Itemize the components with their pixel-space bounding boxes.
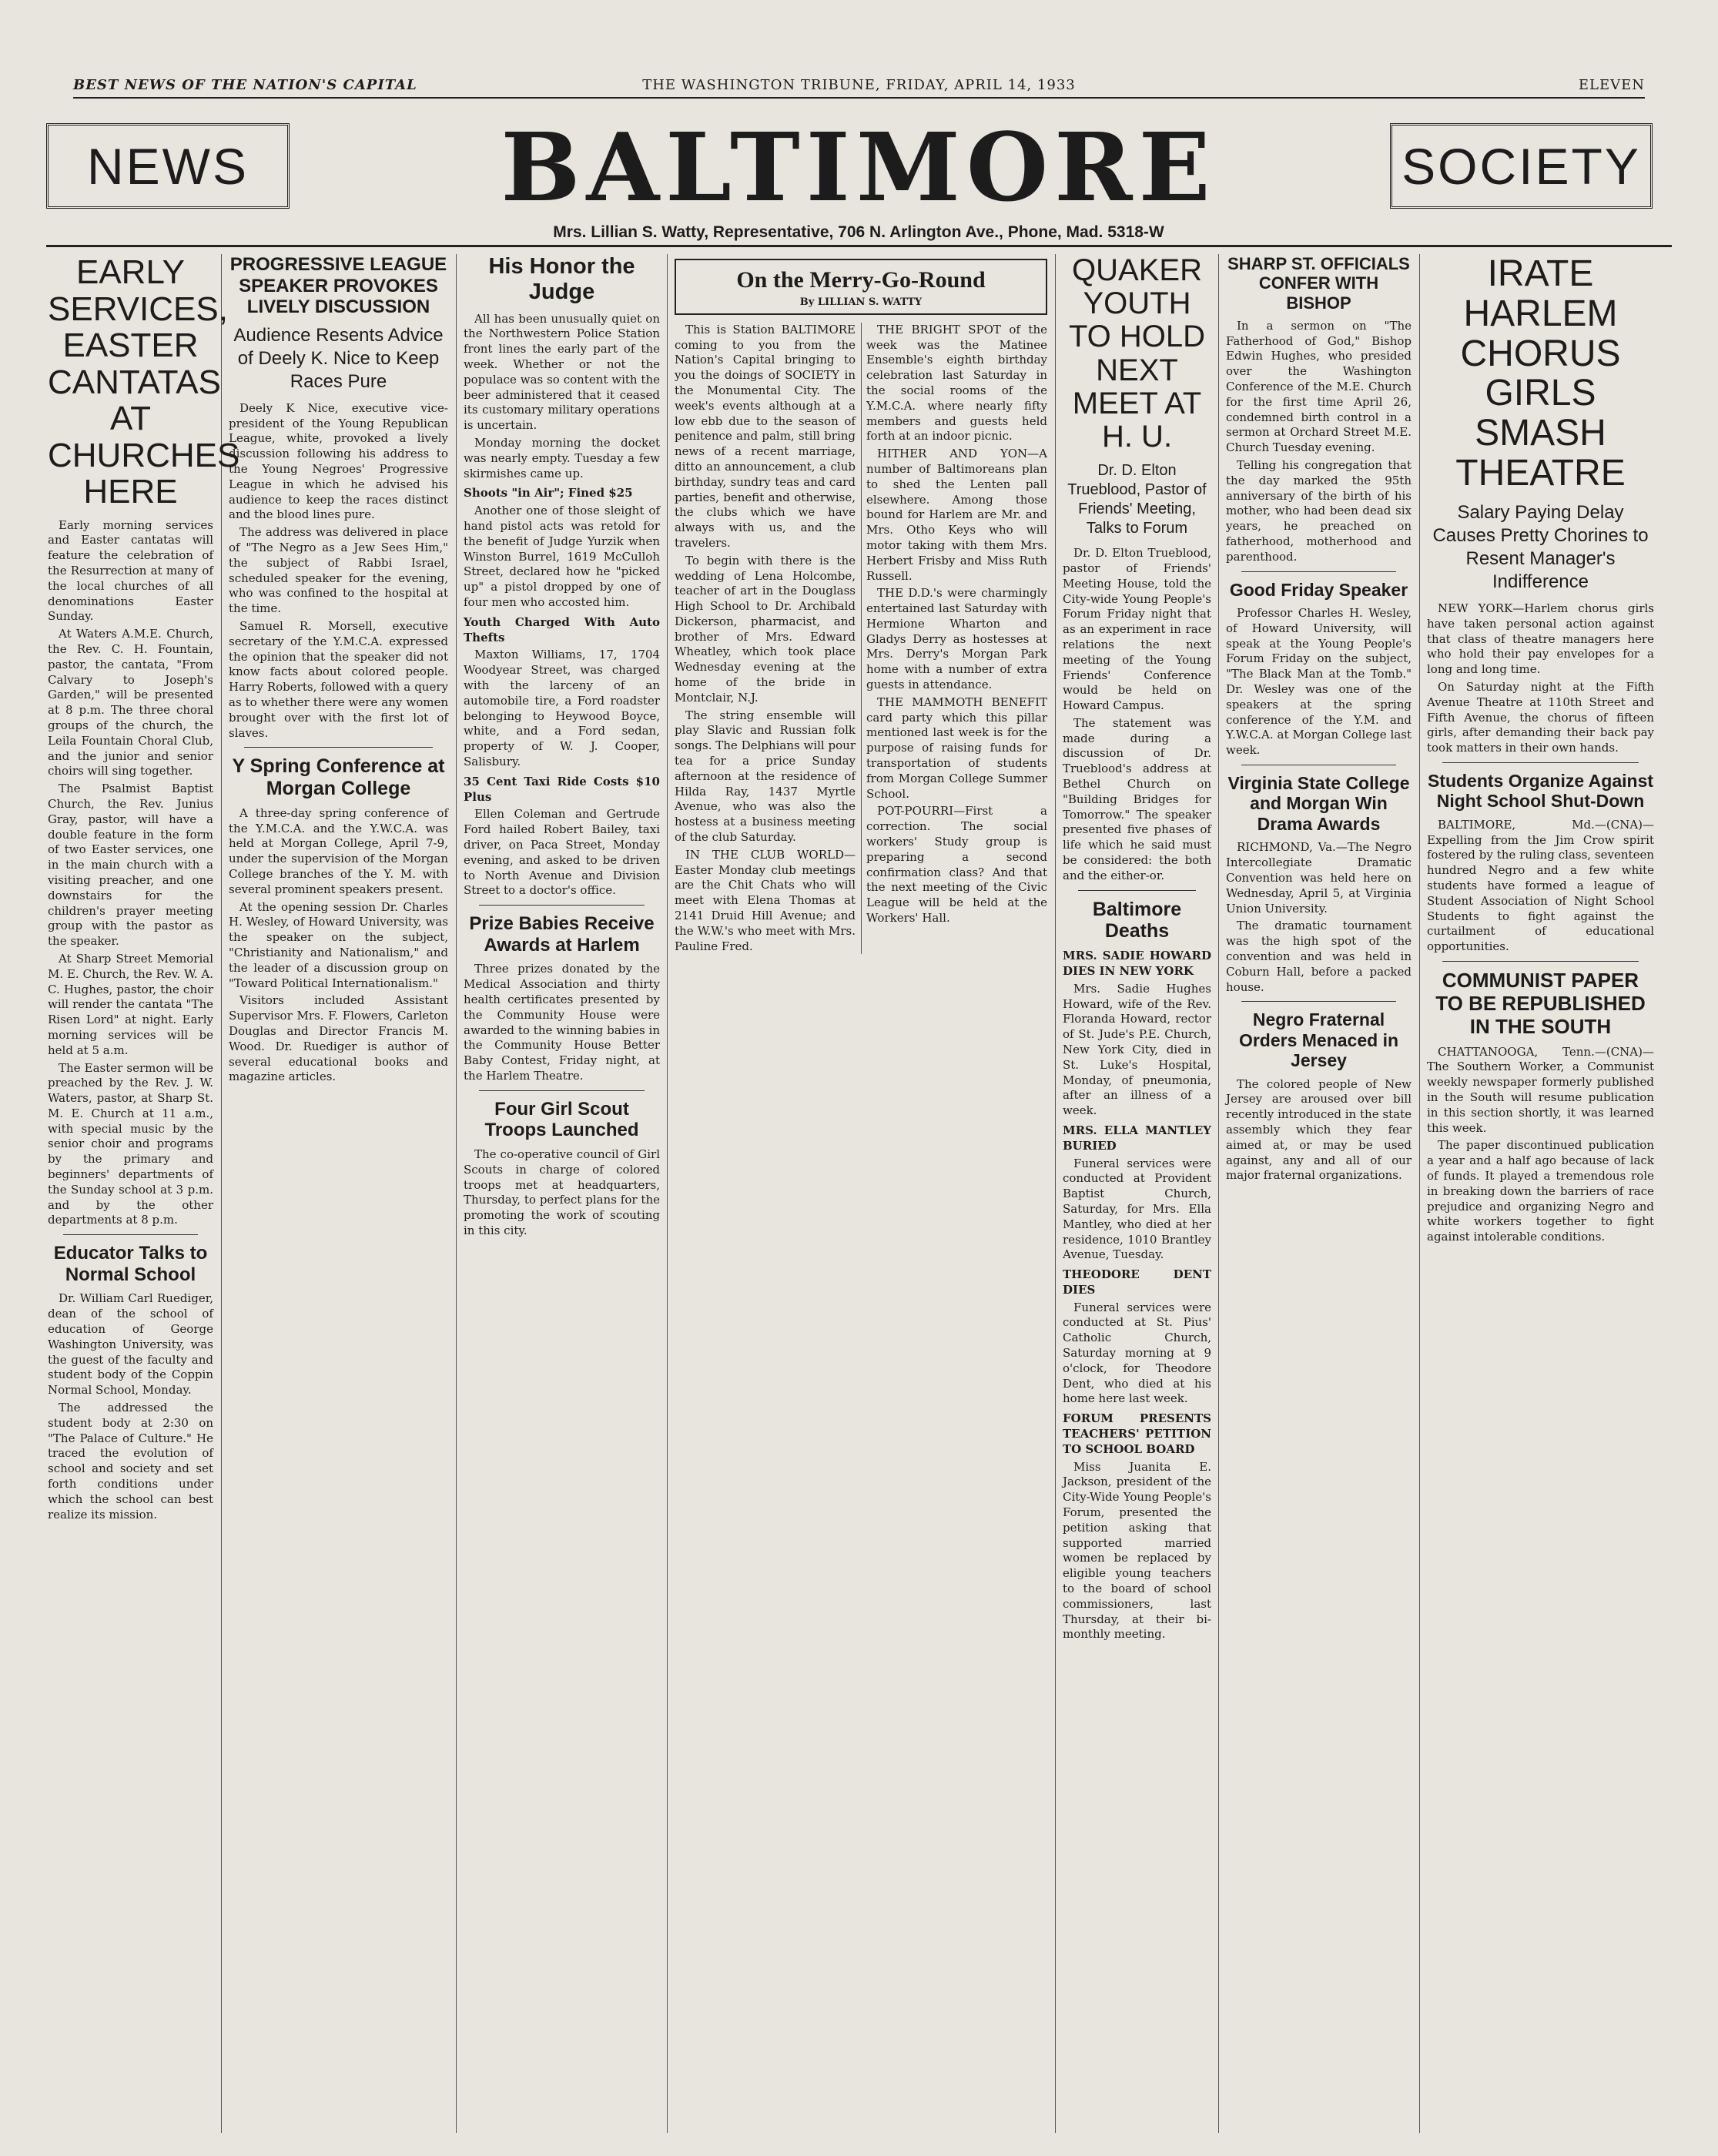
article-paragraph: Three prizes donated by the Medical Association and thirty health certificates presented by the Community House were awarded to the winning babies in the Community House Better Baby Contest, Friday night, at the Harlem Theatre. [464,962,660,1083]
column-rule [1419,254,1420,2133]
article-paragraph: NEW YORK—Harlem chorus girls have taken personal action against that class of theatre managers here who hold their pay envelopes for a long and long time. [1427,601,1654,677]
right-ear-text: SOCIETY [1402,137,1641,195]
article-paragraph: THE MAMMOTH BENEFIT card party which this pillar mentioned last week is for the purpose of raising funds for transportation of students from Morgan College Summer School. [866,695,1047,801]
headline-early-services: EARLY SERVICES, EASTER CANTATAS AT CHURCHES HERE [48,253,240,511]
divider [1078,890,1196,891]
subhead-theodore-dent: THEODORE DENT DIES [1063,1267,1211,1297]
top-slogan: BEST NEWS OF THE NATION'S CAPITAL [73,77,417,93]
article-paragraph: Miss Juanita E. Jackson, president of the City-Wide Young People's Forum, presented the petition asking that supported married women be replaced by eligible young teachers to the board of school commissioners, last Thursday, at their bi-monthly meeting. [1063,1459,1211,1642]
article-paragraph: Another one of those sleight of hand pistol acts was retold for the benefit of Judge Yurzik when Winston Burrel, 1619 McCulloh Street, declared how he "picked up" a pistol dropped by one of four men who accosted him. [464,504,660,610]
subhead-sadie-howard: MRS. SADIE HOWARD DIES IN NEW YORK [1063,949,1211,978]
column-5 [1063,254,1211,2133]
article-paragraph: IN THE CLUB WORLD—Easter Monday club meetings are the Chit Chats who will meet with Elena Thomas at 2141 Druid Hill Avenue; and the W.W.'s who meet with Mrs. Pauline Fred. [675,847,856,953]
divider [479,905,645,906]
divider [479,1090,645,1091]
left-ear-text: NEWS [87,137,249,195]
article-paragraph: THE D.D.'s were charmingly entertained last Saturday with Hermione Wharton and Gladys Derry as hostesses at Mrs. Derry's Morgan Park home with a number of extra guests in attendance. [866,586,1047,692]
subhead-taxi-ride: 35 Cent Taxi Ride Costs $10 Plus [464,774,660,804]
subhead-youth-charged: Youth Charged With Auto Thefts [464,614,660,644]
column-rule [1055,254,1056,2133]
divider [1241,1001,1396,1002]
article-paragraph: Professor Charles H. Wesley, of Howard University, will speak at the Young People's Forum Friday on the subject, "The Black Man at the Tomb." Dr. Wesley was one of the speakers at the spring conference of the Y.M. and Y.W.C.A. at Morgan College last week. [1226,606,1412,758]
divider [1442,762,1639,763]
headline-fraternal-orders: Negro Fraternal Orders Menaced in Jersey [1238,1009,1399,1071]
article-paragraph: Mrs. Sadie Hughes Howard, wife of the Rev. Floranda Howard, rector of St. Jude's P.E. Church, New York City, died in St. Luke's Hospital, Monday, of pneumonia, after an illness of a week. [1063,981,1211,1118]
article-paragraph: Early morning services and Easter cantatas will feature the celebration of the Resurrection at many of the local churches of all denominations Easter Sunday. [48,517,213,624]
masthead-rule [46,245,1672,247]
headline-students-organize: Students Organize Against Night School Shut-Down [1427,770,1654,812]
article-paragraph: The statement was made during a discussion of Dr. Trueblood's address at Bethel Church on "Building Bridges for Tomorrow." The speaker presented five phases of life which he said must be considered: the both and the either-or. [1063,715,1211,882]
column-6 [1226,254,1412,2133]
article-paragraph: Maxton Williams, 17, 1704 Woodyear Street, was charged with the larceny of an automobile tire, a Ford roadster belonging to Heywood Boyce, white, and a Ford sedan, property of W. J. Cooper, Salisbury. [464,648,660,768]
column-1 [48,253,240,2133]
column-rule [667,254,668,2133]
article-paragraph: Samuel R. Morsell, executive secretary of the Y.M.C.A. expressed the opinion that the speaker did not know facts about colored people. Harry Roberts, followed with a query as to whether there were any women brought over with the first lot of slaves. [229,618,448,740]
article-paragraph: Visitors included Assistant Supervisor Mrs. F. Flowers, Carleton Douglas and Director Francis M. Wood. Dr. Ruediger is author of several educational books and magazine articles. [229,993,448,1084]
merry-go-round-body [675,323,1047,955]
article-paragraph: The dramatic tournament was the high spot of the convention and was held in Coburn Hall, before a packed house. [1226,919,1412,994]
article-paragraph: On Saturday night at the Fifth Avenue Theatre at 110th Street and Fifth Avenue, the chorus of fifteen girls, after demanding their back pay took matters in their own hands. [1427,679,1654,755]
article-paragraph: BALTIMORE, Md.—(CNA)—Expelling from the Jim Crow spirit fostered by the ruling class, seventeen hundred Negro and a few white students have formed a league of Student Association of Night School Students to fight against the curtailment of educational opportunities. [1427,817,1654,954]
article-paragraph: The co-operative council of Girl Scouts in charge of colored troops met at headquarters, Thursday, to perfect plans for the promoting the work of scouting in this city. [464,1147,660,1237]
page-top-line [73,77,1645,99]
article-paragraph: Ellen Coleman and Gertrude Ford hailed Robert Bailey, taxi driver, on Paca Street, Monday evening, and asked to be driven to North Avenue and Division Street to a doctor's office. [464,807,660,898]
headline-communist-paper: COMMUNIST PAPER TO BE REPUBLISHED IN THE SOUTH [1435,968,1646,1038]
article-paragraph: RICHMOND, Va.—The Negro Intercollegiate Dramatic Convention was held here on Wednesday, April 5, at Virginia Union University. [1226,840,1412,916]
article-paragraph: Funeral services were conducted at St. Pius' Catholic Church, Saturday morning at 9 o'clock, for Theodore Dent, who died at his home here last week. [1063,1300,1211,1406]
article-paragraph: HITHER AND YON—A number of Baltimoreans plan to shed the Lenten pall elsewhere. Among those bound for Harlem are Mr. and Mrs. Otho Keys who will motor taking with them Mrs. Herbert Frisby and Miss Ruth Russell. [866,447,1047,583]
subhead-ella-mantley: MRS. ELLA MANTLEY BURIED [1063,1123,1211,1153]
column-rule [456,254,457,2133]
divider [1241,571,1396,572]
article-paragraph: THE BRIGHT SPOT of the week was the Matinee Ensemble's eighth birthday celebration last Saturday in the social rooms of the Y.M.C.A. where nearly fifty members and guests held forth at an indoor picnic. [866,322,1047,444]
subhead-forum-petition: FORUM PRESENTS TEACHERS' PETITION TO SCHOOL BOARD [1063,1411,1211,1456]
article-paragraph: All has been unusually quiet on the Northwestern Police Station front lines the early part of the week. Whether or not the populace was so content with the beer administered that it ceased its customary military operations is uncertain. [464,311,660,433]
headline-educator-talks: Educator Talks to Normal School [53,1243,208,1285]
column-title: On the Merry-Go-Round [736,267,986,293]
subhead-shoots-in-air: Shoots "in Air"; Fined $25 [464,486,633,500]
headline-quaker-youth: QUAKER YOUTH TO HOLD NEXT MEET AT H. U. [1068,253,1206,454]
headline-prize-babies: Prize Babies Receive Awards at Harlem [469,913,655,956]
headline-y-spring-conference: Y Spring Conference at Morgan College [232,755,445,800]
article-paragraph: POT-POURRI—First a correction. The social workers' Study group is preparing a second confirmation class? And that the next meeting of the Civic League will be held at the Workers' Hall. [866,804,1047,926]
column-byline: By LILLIAN S. WATTY [799,296,923,308]
article-paragraph: Monday morning the docket was nearly empty. Tuesday a few skirmishes came up. [464,436,660,480]
divider [244,747,433,748]
article-paragraph: The colored people of New Jersey are aroused over bill recently introduced in the state assembly which they fear aimed at, or may be used against, any and all of our major fraternal organizations. [1226,1076,1412,1183]
page-number: ELEVEN [1578,77,1645,93]
article-paragraph: Telling his congregation that the day marked the 95th anniversary of the birth of his mother, who had been dead six years, he preached on fatherhood, motherhood and parenthood. [1226,458,1412,564]
headline-his-honor-the-judge: His Honor the Judge [488,254,635,305]
deck-quaker-youth: Dr. D. Elton Trueblood, Pastor of Friends' Meeting, Talks to Forum [1067,462,1207,537]
article-paragraph: Dr. D. Elton Trueblood, pastor of Friends' Meeting House, told the City-wide Young People's Forum Friday night that as an experiment in race relations the next meeting of the Young Friends' Conference would be held on Howard Campus. [1063,546,1211,713]
article-paragraph: In a sermon on "The Fatherhood of God," Bishop Edwin Hughes, who presided over the Washington Conference of the M.E. Church for the first time April 26, condemned birth control in a sermon at Orchard Street M.E. Church Tuesday evening. [1226,318,1412,455]
headline-girl-scout-troops: Four Girl Scout Troops Launched [484,1098,639,1141]
article-paragraph: The Easter sermon will be preached by the Rev. J. W. Waters, pastor, at Sharp St. M. E. Church at 11 a.m., with special music by the senior choir and programs by the primary and beginners' departments of the Sunday school at 3 p.m. and by the other departments at 8 p.m. [48,1060,213,1227]
masthead-subtitle: Mrs. Lillian S. Watty, Representative, 706 N. Arlington Ave., Phone, Mad. 5318-W [553,223,1164,241]
left-ear-box [46,123,290,209]
column-rule [221,254,222,2133]
article-paragraph: The Psalmist Baptist Church, the Rev. Junius Gray, pastor, will have a double feature in the form of two Easter services, one in the main church with a visiting preacher, and one downstairs for the children's prayer meeting group with the pastor as the speaker. [48,782,213,949]
deck-irate-harlem: Salary Paying Delay Causes Pretty Chorines to Resent Manager's Indifference [1432,501,1649,592]
headline-irate-harlem: IRATE HARLEM CHORUS GIRLS SMASH THEATRE [1455,253,1626,494]
column-2 [229,254,448,2133]
masthead-title: BALTIMORE [501,112,1217,223]
article-paragraph: At Waters A.M.E. Church, the Rev. C. H. Fountain, pastor, the cantata, "From Calvary to Joseph's Garden," will be presented at 8 p.m. The three choral groups of the church, the Leila Fountain Choral Club, and the junior and senior choirs will sing together. [48,627,213,778]
article-paragraph: Deely K Nice, executive vice-president of the Young Republican League, white, provoked a lively discussion following his address to the Young Negroes' Progressive League in which he advised his audience to keep the races distinct and the blood lines pure. [229,400,448,522]
article-paragraph: To begin with there is the wedding of Lena Holcombe, teacher of art in the Douglass High School to Dr. Archibald Dickerson, pharmacist, and brother of Mrs. Edward Wheatley, which took place Wednesday evening at the home of the bride in Montclair, N.J. [675,553,856,705]
column-3 [464,254,660,2133]
divider [1442,961,1639,962]
headline-sharp-st-officials: SHARP ST. OFFICIALS CONFER WITH BISHOP [1227,254,1410,313]
article-paragraph: A three-day spring conference of the Y.M.C.A. and the Y.W.C.A. was held at Morgan College, April 7-9, under the supervision of the Morgan College branches of the Y. M. with several prominent speakers present. [229,805,448,896]
article-paragraph: The address was delivered in place of "The Negro as a Jew Sees Him," the subject of Rabbi Israel, scheduled speaker for the evening, who was confined to the hospital at the time. [229,525,448,616]
article-paragraph: At the opening session Dr. Charles H. Wesley, of Howard University, was the speaker on the subject, "Christianity and Nationalism," and the leader of a discussion group on "Toward Political Internationalism." [229,899,448,990]
headline-progressive-league: PROGRESSIVE LEAGUE SPEAKER PROVOKES LIVELY DISCUSSION [229,254,447,318]
merry-go-round-header-box [675,259,1047,315]
article-paragraph: CHATTANOOGA, Tenn.—(CNA)—The Southern Worker, a Communist weekly newspaper formerly published in the South will resume publication in this section shortly, it was learned this week. [1427,1044,1654,1135]
article-paragraph: At Sharp Street Memorial M. E. Church, the Rev. W. A. C. Hughes, pastor, the choir will render the cantata "The Risen Lord" at night. Early morning services will be held at 5 a.m. [48,951,213,1057]
top-dateline: THE WASHINGTON TRIBUNE, FRIDAY, APRIL 14, 1933 [642,77,1076,93]
column-7 [1427,254,1654,2133]
divider [63,1234,198,1235]
headline-drama-awards: Virginia State College and Morgan Win Drama Awards [1227,773,1410,834]
right-ear-box [1390,123,1653,209]
column-rule [1218,254,1219,2133]
article-paragraph: This is Station BALTIMORE coming to you from the Nation's Capital bringing to you the doings of SOCIETY in the Monumental City. The week's events although at a low ebb due to the season of penitence and palm, still bring news of a recent marriage, ditto an announcement, a club birthday, sundry teas and card parties, benefit and otherwise, the clubs which we have always with us, and the travelers. [675,322,856,550]
article-paragraph: Dr. William Carl Ruediger, dean of the school of education of George Washington University, was the guest of the faculty and student body of the Coppin Normal School, Monday. [48,1291,213,1398]
article-paragraph: Funeral services were conducted at Provident Baptist Church, Saturday, for Mrs. Ella Mantley, who died at her residence, 1010 Brantley Avenue, Tuesday. [1063,1156,1211,1262]
article-paragraph: The addressed the student body at 2:30 on "The Palace of Culture." He traced the evolution of school and society and set forth conditions under which the school can best realize its mission. [48,1401,213,1522]
column-4 [675,254,1047,2133]
article-paragraph: The string ensemble will play Slavic and Russian folk songs. The Delphians will pour tea for a price Sunday afternoon at the residence of Hilda Ray, 1437 Myrtle Avenue, who was also the hostess at a business meeting of the club Saturday. [675,708,856,845]
article-paragraph: The paper discontinued publication a year and a half ago because of lack of funds. It played a tremendous role in breaking down the barriers of race prejudice and organizing Negro and white workers together to fight against intolerable conditions. [1427,1138,1654,1244]
deck-progressive-league: Audience Resents Advice of Deely K. Nice to Keep Races Pure [233,324,444,392]
headline-baltimore-deaths: Baltimore Deaths [1092,898,1182,942]
headline-good-friday-speaker: Good Friday Speaker [1229,579,1408,600]
